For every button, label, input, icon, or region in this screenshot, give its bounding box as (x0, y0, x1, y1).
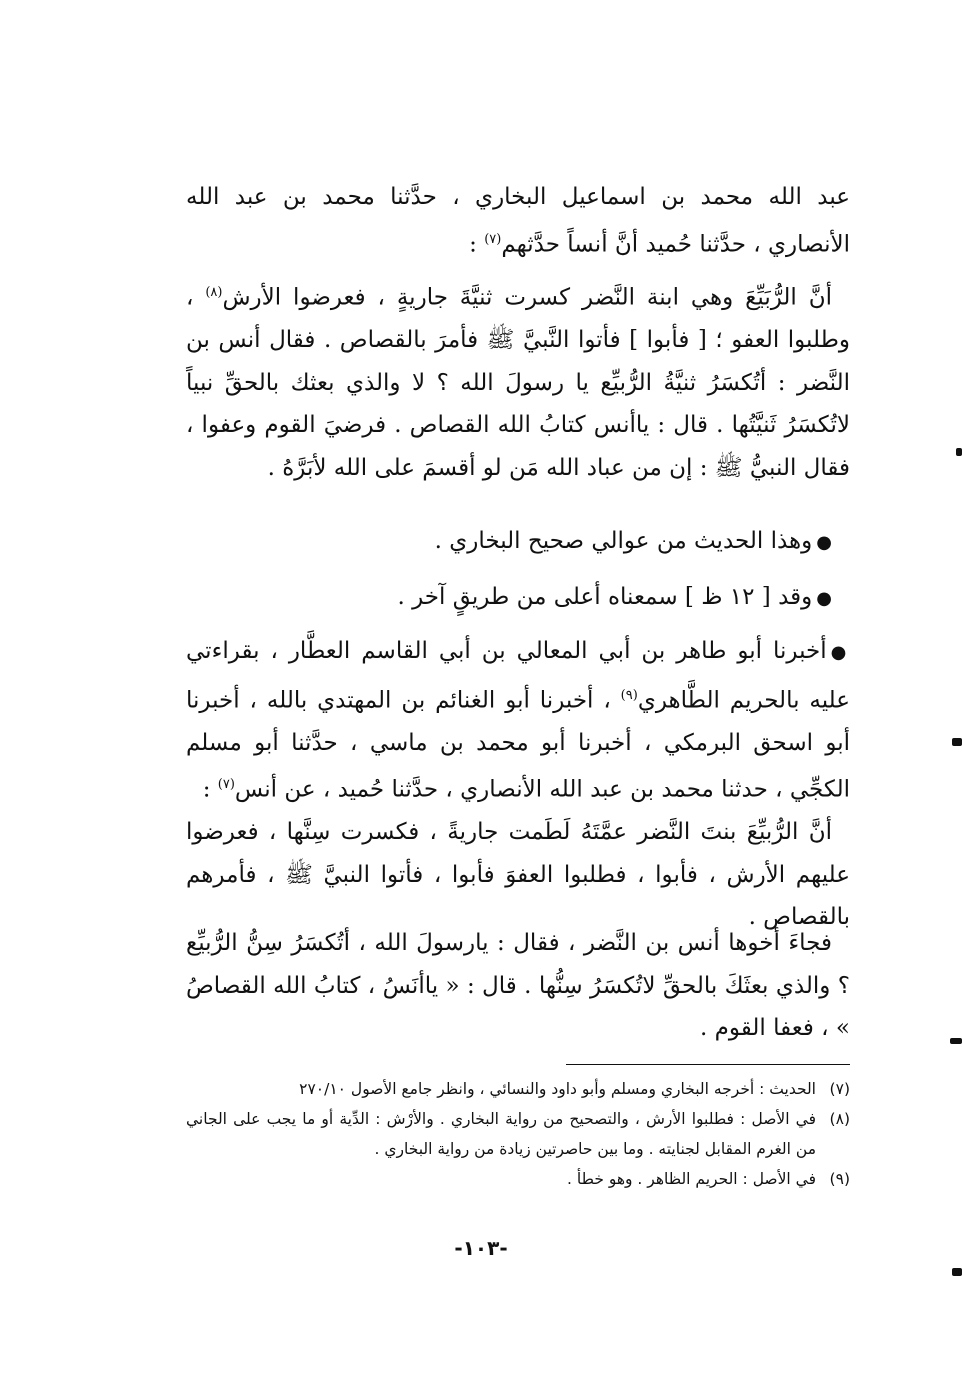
scan-edge-mark (956, 448, 962, 456)
page-number: -١٠٣- (454, 1236, 508, 1260)
paragraph-text: وقد [ ١٢ ظ ] سمعناه أعلى من طريقٍ آخر . (397, 584, 813, 610)
footnote-ref[interactable]: (٧) (217, 777, 235, 793)
bullet-icon: ● (830, 642, 850, 663)
paragraph-isnad-1: عبد الله محمد بن اسماعيل البخاري ، حدَّثنا محمد بن عبد الله الأنصاري ، حدَّثنا حُميد أنَّ أنساً حدَّثهم$^{(٧)}$ : (186, 184, 850, 258)
bullet-icon: ● (816, 588, 832, 609)
footnote-number: (٧) (829, 1080, 850, 1098)
scan-edge-mark (952, 1268, 962, 1276)
paragraph-text: عبد الله محمد بن اسماعيل البخاري ، حدَّثنا محمد بن عبد الله الأنصاري ، حدَّثنا حُميد أنَّ أنساً حدَّثهم (186, 184, 850, 258)
bullet-icon: ● (816, 532, 832, 553)
footnotes (186, 1074, 850, 1194)
paragraph-bullet-1 (186, 520, 850, 565)
paragraph-text: أخبرنا أبو طاهر بن أبي المعالي بن أبي القاسم العطَّار ، بقراءتي عليه بالحريم الطَّاهري (186, 638, 850, 714)
footnote-item (186, 1074, 850, 1104)
paragraph-hadith-2 (186, 811, 850, 939)
footnote-divider (566, 1064, 850, 1065)
footnote-item (186, 1104, 850, 1164)
paragraph-text: أنَّ الرُّبَيِّعَ وهي ابنة النَّضر كسرت ثنيَّةَ جاريةٍ ، فعرضوا الأرش (222, 284, 832, 311)
paragraph-text: وهذا الحديث من عوالي صحيح البخاري . (434, 528, 813, 554)
paragraph-isnad-2: ●أخبرنا أبو طاهر بن أبي المعالي بن أبي القاسم العطَّار ، بقراءتي عليه بالحريم الطَّاهري$^{(٩)}$ ، أخبرنا أبو الغنائم بن المهتدي بالله ، أخبرنا أبو اسحق البرمكي ، أخبرنا أبو محمد بن ماسي ، حدَّثنا أبو مسلم الكجِّي ، حدثنا محمد بن عبد الله الأنصاري ، حدَّثنا حُميد ، عن أنس$^{(٧)}$ : (186, 638, 850, 803)
footnote-number: (٩) (829, 1170, 850, 1188)
footnote-text: في الأصل : فطلبوا الأرش ، والتصحيح من رواية البخاري . والأرْش : الدِّية أو ما يجب على الجاني من الغرم المقابل لجنايته . وما بين حاصرتين زيادة من رواية البخاري . (186, 1110, 816, 1158)
paragraph-bullet-2 (186, 576, 850, 621)
footnote-text: الحديث : أخرجه البخاري ومسلم وأبو داود والنسائي ، وانظر جامع الأصول ٢٧٠/١٠ (299, 1080, 816, 1098)
scan-edge-mark (950, 1038, 962, 1044)
footnote-number: (٨) (829, 1110, 850, 1128)
paragraph-hadith-3 (186, 922, 850, 1050)
scan-edge-mark (952, 738, 962, 746)
footnote-ref[interactable]: (٩) (620, 687, 638, 703)
paragraph-text: أنَّ الرُّبيِّعَ بنتَ النَّضر عمَّتَهُ لَطَمت جاريةً ، فكسرت سِنَّها ، فعرضوا عليهم الأرش ، فأبوا ، فطلبوا العفوَ فأبوا ، فأتوا النبيَّ ﷺ ، فأمرهم بالقصاص . (186, 819, 850, 930)
footnote-ref[interactable]: (٨) (205, 285, 223, 300)
footnote-text: في الأصل : الحريم الظاهر . وهو خطأ . (567, 1170, 816, 1188)
footnote-ref[interactable]: (٧) (484, 231, 502, 247)
paragraph-hadith-1: أنَّ الرُّبَيِّعَ وهي ابنة النَّضر كسرت ثنيَّةَ جاريةٍ ، فعرضوا الأرش$^{(٨)}$ ، وطلبوا العفو ؛ [ فأبوا ] فأتوا النَّبيَّ ﷺ فأمرَ بالقصاص . فقال أنس بن النَّضر : أتُكسَرُ ثنيَّةُ الرُّبيِّع يا رسولَ الله ؟ لا والذي بعثك بالحقِّ نبياً لاتُكسَرُ ثَنيَّتُها . قال : ياأنس كتابُ الله القصاص . فرضيَ القوم وعفوا ، فقال النبيُّ ﷺ : إن من عباد الله مَن لو أقسمَ على الله لأبَرَّهُ . (186, 284, 850, 481)
paragraph-text: فجاءَ أخوها أنس بن النَّضر ، فقال : يارسولَ الله ، أتُكسَرُ سِنُّ الرُّبيِّع ؟ والذي بعثَكَ بالحقِّ لاتُكسَرُ سِنُّها . قال : « ياأنَسُ ، كتابُ الله القصاصُ » ، فعفا القوم . (186, 930, 850, 1041)
footnote-item (186, 1164, 850, 1194)
